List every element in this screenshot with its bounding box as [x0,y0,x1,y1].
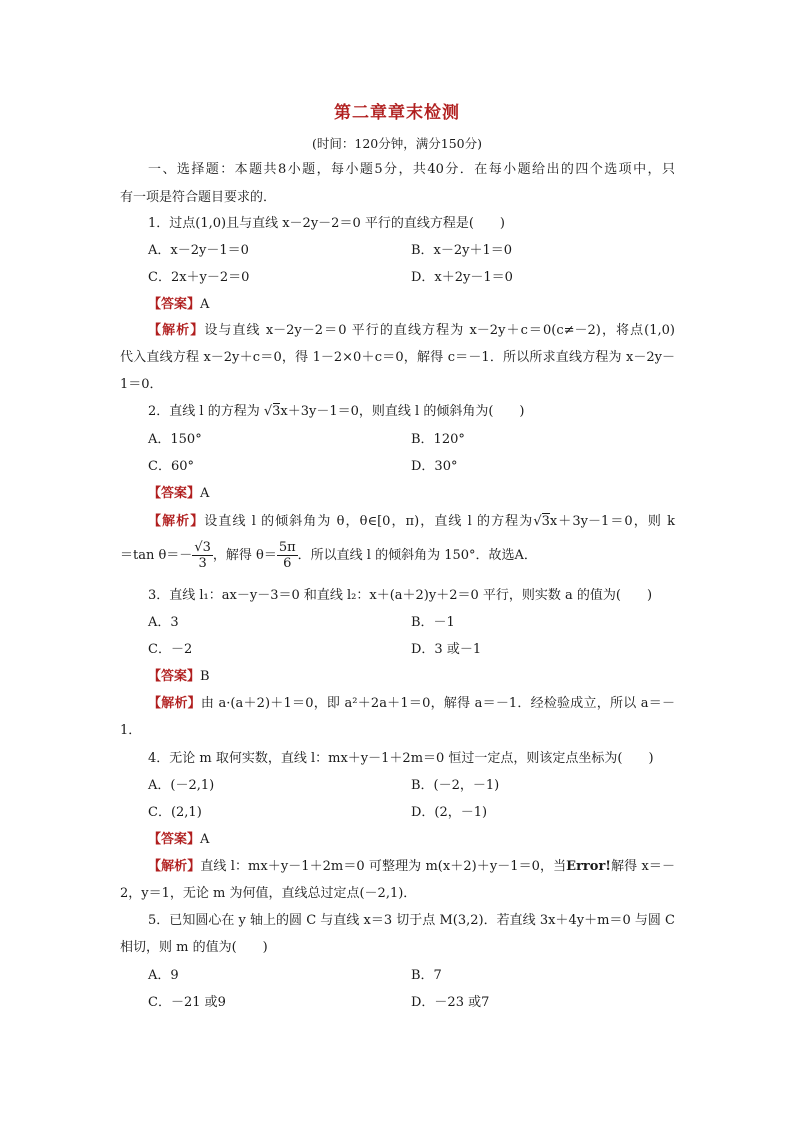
section-intro-line-2: 有一项是符合题目要求的． [120,190,277,205]
sqrt-symbol: √ 3 [533,514,550,529]
section-intro-line-1: 一、选择题：本题共8小题，每小题5分，共40分．在每小题给出的四个选项中，只 [148,162,675,177]
q3-option-a: A．3 [148,615,179,630]
answer-label: 【答案】 [148,669,201,684]
error-text: Error! [566,859,612,874]
answer-value: A [200,297,210,312]
q2-analysis-line-2: ＝tan θ＝－ $\frac{√3}{3}$ ，解得 θ＝ $\frac{5\pi}{6}$ ．所以直线 l 的倾斜角为 150°．故选A． [120,540,537,571]
q1-answer [148,296,209,314]
q3-option-c: C．－2 [148,642,193,657]
q1-analysis-line-2: 代入直线方程 x－2y＋c＝0，得 1－2×0＋c＝0，解得 c＝－1．所以所求直线方程为 x－2y－ [120,350,675,365]
q4-answer [148,831,209,849]
q4-analysis-line-2: 2，y＝1，无论 m 为何值，直线总过定点(－2,1)． [120,886,417,901]
answer-label: 【答案】 [148,832,201,847]
answer-value: A [200,486,210,501]
q4-option-b: B．(－2，－1) [411,778,500,793]
q5-option-a: A．9 [148,968,179,983]
q4-option-a: A．(－2,1) [148,778,215,793]
q1-stem: 1．过点(1,0)且与直线 x－2y－2＝0 平行的直线方程是( ) [148,216,505,231]
q1-option-c: C．2x＋y－2＝0 [148,270,250,285]
fraction-5pi-over-6: $\frac{5\pi}{6}$ [278,540,296,571]
q2-answer [148,485,209,503]
q4-option-d: D．(2，－1) [411,805,488,820]
answer-value: A [200,832,210,847]
answer-label: 【答案】 [148,297,201,312]
sqrt-symbol: √ 3 [263,404,281,419]
page-subtitle: (时间：120分钟，满分150分) [312,136,482,151]
q5-option-b: B．7 [411,968,442,983]
page-title: 第二章章末检测 [334,103,460,123]
q4-analysis-line-1: 【解析】直线 l：mx＋y－1＋2m＝0 可整理为 m(x＋2)＋y－1＝0，当Error!解得 x＝－ [148,859,675,874]
q1-option-d: D．x＋2y－1＝0 [411,270,513,285]
q1-option-b: B．x－2y＋1＝0 [411,243,513,258]
analysis-label: 【解析】 [148,323,205,338]
q5-option-c: C．－21 或9 [148,995,226,1010]
q4-option-c: C．(2,1) [148,805,202,820]
answer-label: 【答案】 [148,486,201,501]
q2-option-d: D．30° [411,459,458,474]
q2-analysis-line-1: 【解析】设直线 l 的倾斜角为 θ，θ∈[0，π)，直线 l 的方程为√ 3x＋3y－1＝0，则 k [148,514,675,529]
q3-analysis-line-2: 1． [120,723,142,738]
q2-option-c: C．60° [148,459,194,474]
q1-analysis-line-1: 【解析】设与直线 x－2y－2＝0 平行的直线方程为 x－2y＋c＝0(c≠－2)，将点(1,0) [148,323,675,338]
fraction-sqrt3-over-3: $\frac{√3}{3}$ [194,540,211,571]
analysis-label: 【解析】 [148,696,201,711]
analysis-label: 【解析】 [148,859,201,874]
q3-option-d: D．3 或－1 [411,642,482,657]
q5-stem-line-2: 相切，则 m 的值为( ) [120,940,268,955]
q5-stem-line-1: 5．已知圆心在 y 轴上的圆 C 与直线 x＝3 切于点 M(3,2)．若直线 3x＋4y＋m＝0 与圆 C [148,913,675,928]
q4-stem: 4．无论 m 取何实数，直线 l：mx＋y－1＋2m＝0 恒过一定点，则该定点坐标为( ) [148,751,654,766]
analysis-label: 【解析】 [148,514,205,529]
q2-option-b: B．120° [411,432,465,447]
q5-option-d: D．－23 或7 [411,995,490,1010]
q1-option-a: A．x－2y－1＝0 [148,243,249,258]
q3-analysis-line-1: 【解析】由 a·(a＋2)＋1＝0，即 a²＋2a＋1＝0，解得 a＝－1．经检验成立，所以 a＝－ [148,696,675,711]
q1-analysis-line-3: 1＝0． [120,377,163,392]
q2-stem: 2．直线 l 的方程为 √ 3x＋3y－1＝0，则直线 l 的倾斜角为( ) [148,404,525,419]
q3-option-b: B．－1 [411,615,455,630]
q3-answer [148,668,210,686]
q3-stem: 3．直线 l₁：ax－y－3＝0 和直线 l₂：x＋(a＋2)y＋2＝0 平行，则实数 a 的值为( ) [148,588,653,603]
answer-value: B [200,669,210,684]
q2-option-a: A．150° [148,432,202,447]
